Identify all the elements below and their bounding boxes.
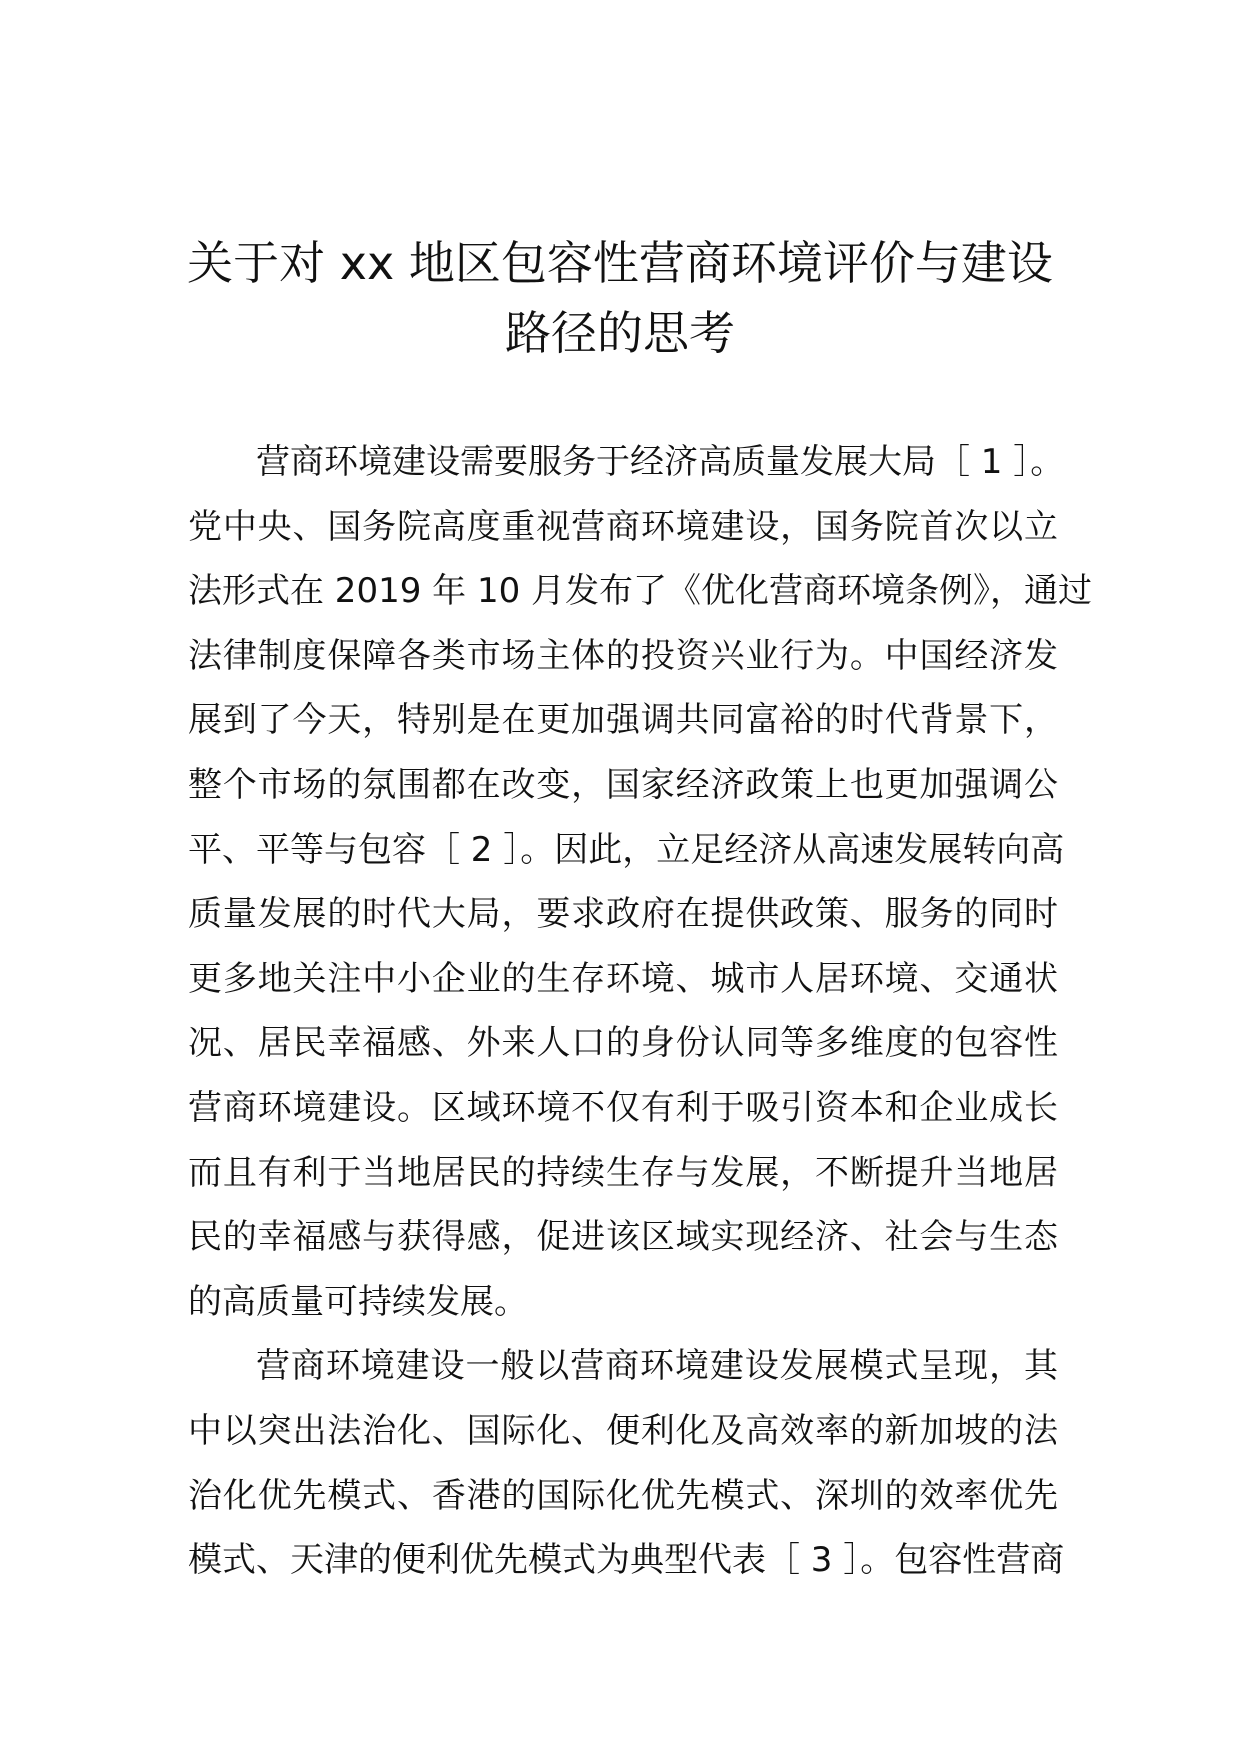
paragraph-line: 平、平等与包容［ 2 ］。因此，立足经济从高速发展转向高 (188, 829, 1065, 870)
paragraph-line: 治化优先模式、香港的国际化优先模式、深圳的效率优先 (188, 1475, 1058, 1516)
title-line-1: 关于对 xx 地区包容性营商环境评价与建设 (187, 236, 1053, 290)
paragraph-line: 营商环境建设。区域环境不仅有利于吸引资本和企业成长 (188, 1087, 1058, 1128)
paragraph-line: 的高质量可持续发展。 (188, 1281, 528, 1322)
paragraph-2 (188, 1334, 1065, 1592)
paragraph-1 (188, 430, 1093, 1334)
title-line-2: 路径的思考 (505, 306, 735, 360)
paragraph-line: 中以突出法治化、国际化、便利化及高效率的新加坡的法 (188, 1410, 1058, 1451)
paragraph-line: 法形式在 2019 年 10 月发布了《优化营商环境条例》，通过 (188, 571, 1093, 612)
paragraph-line: 展到了今天，特别是在更加强调共同富裕的时代背景下， (188, 700, 1058, 741)
paragraph-line: 民的幸福感与获得感，促进该区域实现经济、社会与生态 (188, 1217, 1058, 1258)
paragraph-line: 而且有利于当地居民的持续生存与发展，不断提升当地居 (188, 1152, 1058, 1193)
paragraph-line: 更多地关注中小企业的生存环境、城市人居环境、交通状 (188, 958, 1058, 999)
paragraph-line: 营商环境建设一般以营商环境建设发展模式呈现，其 (256, 1346, 1058, 1387)
paragraph-line: 质量发展的时代大局，要求政府在提供政策、服务的同时 (188, 894, 1058, 935)
document-title (150, 228, 1090, 368)
paragraph-line: 况、居民幸福感、外来人口的身份认同等多维度的包容性 (188, 1023, 1058, 1064)
paragraph-line: 模式、天津的便利优先模式为典型代表［ 3 ］。包容性营商 (188, 1540, 1065, 1581)
paragraph-line: 党中央、国务院高度重视营商环境建设，国务院首次以立 (188, 506, 1058, 547)
paragraph-line: 整个市场的氛围都在改变，国家经济政策上也更加强调公 (188, 764, 1058, 805)
paragraph-line: 法律制度保障各类市场主体的投资兴业行为。中国经济发 (188, 635, 1058, 676)
paragraph-line: 营商环境建设需要服务于经济高质量发展大局［ 1 ］。 (256, 442, 1065, 482)
document-body (188, 430, 1093, 1593)
